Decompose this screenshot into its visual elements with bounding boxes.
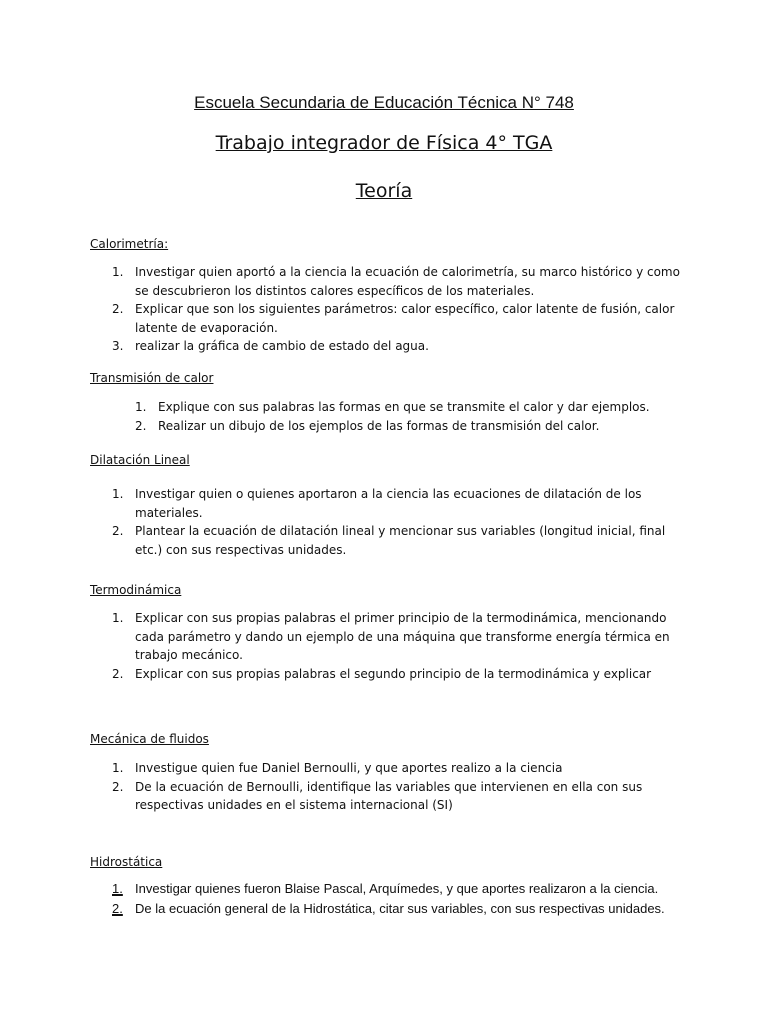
item-list (90, 398, 690, 435)
section-dilatacion-lineal (90, 452, 690, 559)
list-item (90, 879, 690, 899)
item-list (90, 263, 690, 356)
item-text: Explicar con sus propias palabras el segundo principio de la termodinámica y explicar (135, 666, 652, 681)
section-transmision-de-calor (90, 370, 690, 435)
school-name: Escuela Secundaria de Educación Técnica N° 748 (194, 93, 574, 112)
section-title: Mecánica de fluidos (90, 732, 209, 746)
item-number: 1. (135, 400, 147, 414)
item-number: 2. (112, 901, 123, 916)
item-text: Investigue quien fue Daniel Bernoulli, y que aportes realizo a la ciencia (135, 761, 563, 775)
item-number: 2. (135, 418, 147, 433)
item-number: 1. (112, 761, 124, 775)
list-item (90, 417, 690, 436)
item-text: Realizar un dibujo de los ejemplos de las formas de transmisión del calor. (158, 418, 600, 433)
item-number: 1. (112, 881, 123, 896)
section-termodinamica (90, 582, 690, 683)
list-item (90, 759, 690, 778)
item-text: Explicar que son los siguientes parámetros: calor específico, calor latente de fusión, calor latente de evaporación. (135, 302, 675, 335)
item-list (90, 485, 690, 559)
section-mecanica-de-fluidos (90, 731, 690, 815)
section-title: Transmisión de calor (90, 371, 214, 385)
section-title: Dilatación Lineal (90, 453, 190, 467)
section-title: Calorimetría: (90, 237, 169, 251)
document-title: Trabajo integrador de Física 4° TGA (215, 132, 553, 154)
section-hidrostatica (90, 854, 690, 919)
list-item (90, 337, 690, 356)
item-number: 2. (112, 302, 124, 316)
list-item (90, 522, 690, 559)
item-text: Explique con sus palabras las formas en que se transmite el calor y dar ejemplos. (158, 400, 650, 414)
item-number: 3. (112, 339, 124, 353)
list-item (90, 263, 690, 300)
item-text: realizar la gráfica de cambio de estado del agua. (135, 339, 429, 353)
item-text: De la ecuación general de la Hidrostática, citar sus variables, con sus respectivas unidades. (135, 901, 665, 916)
item-text: Plantear la ecuación de dilatación lineal y mencionar sus variables (longitud inicial, final etc.) con sus respectivas unidades. (135, 524, 666, 557)
list-item (90, 398, 690, 417)
item-list (90, 879, 690, 919)
item-text: Investigar quien aportó a la ciencia la ecuación de calorimetría, su marco histórico y como se descubrieron los distintos calores específicos de los materiales. (135, 265, 680, 298)
section-title: Hidrostática (90, 855, 163, 869)
item-text: Investigar quien o quienes aportaron a la ciencia las ecuaciones de dilatación de los materiales. (135, 487, 642, 520)
item-number: 1. (112, 487, 124, 501)
item-list (90, 759, 690, 815)
list-item (90, 300, 690, 337)
list-item (90, 609, 690, 665)
item-list (90, 609, 690, 683)
item-number: 1. (112, 611, 124, 625)
list-item (90, 778, 690, 815)
item-number: 2. (112, 779, 124, 794)
item-text: De la ecuación de Bernoulli, identifique las variables que intervienen en ella con sus respectivas unidades en el sistema internacional (SI) (135, 779, 643, 812)
list-item (90, 899, 690, 919)
list-item (90, 665, 690, 684)
section-title: Termodinámica (90, 583, 182, 597)
section-calorimetria (90, 236, 690, 356)
item-number: 1. (112, 265, 124, 279)
item-number: 2. (112, 524, 124, 538)
item-text: Explicar con sus propias palabras el primer principio de la termodinámica, mencionando cada parámetro y dando un ejemplo de una máquina que transforme energía térmica en trabajo mecánico. (135, 611, 670, 662)
item-text: Investigar quienes fueron Blaise Pascal, Arquímedes, y que aportes realizaron a la ciencia. (135, 881, 659, 896)
document-subtitle: Teoría (355, 180, 413, 202)
item-number: 2. (112, 666, 124, 681)
list-item (90, 485, 690, 522)
